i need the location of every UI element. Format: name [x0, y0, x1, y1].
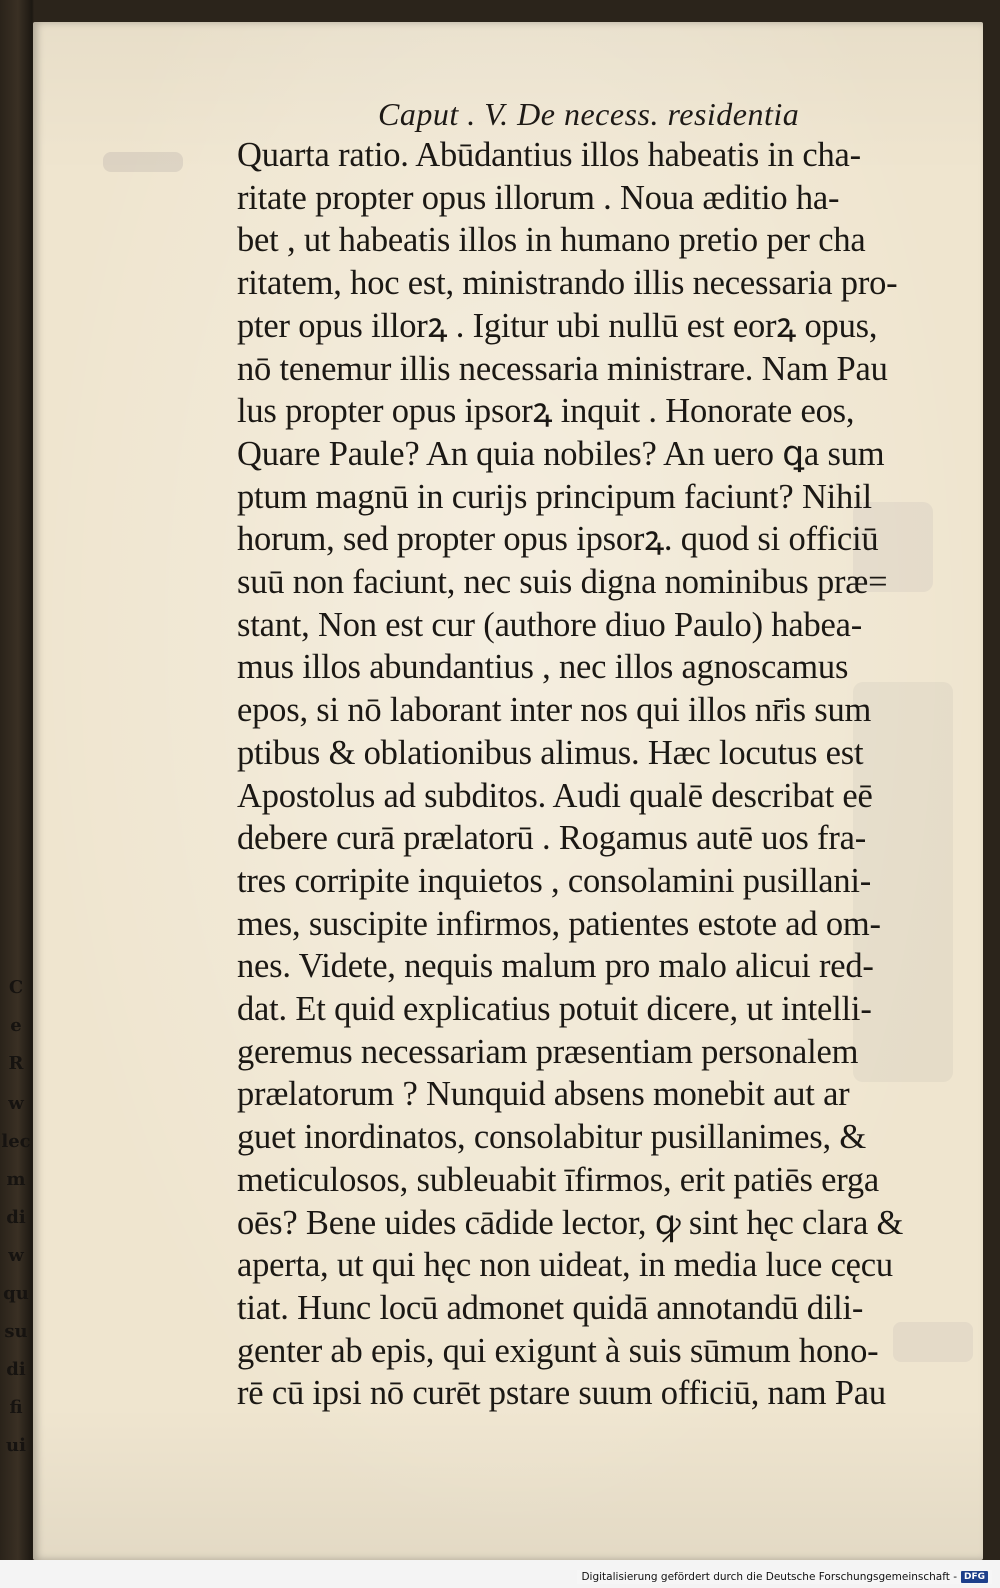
show-through-mark — [103, 152, 183, 172]
text-line: nō tenemur illis necessaria ministrare. Nam Pau — [237, 349, 888, 388]
text-line: tiat. Hunc locū admonet quidā annotandū dili- — [237, 1288, 864, 1327]
facing-page-fragment: w — [8, 1093, 24, 1114]
text-line: geremus necessariam præsentiam personalem — [237, 1032, 859, 1071]
text-line: rē cū ipsi nō curēt pstare suum officiū, nam Pau — [237, 1374, 886, 1413]
dfg-logo: DFG — [961, 1571, 988, 1583]
text-line: horum, sed propter opus ipsorꝝ. quod si officiū — [237, 520, 879, 559]
text-line: tres corripite inquietos , consolamini pusillani- — [237, 861, 872, 900]
text-line: debere curā prælatorū . Rogamus autē uos fra- — [237, 819, 867, 858]
text-line: guet inordinatos, consolabitur pusillanimes, & — [237, 1118, 866, 1157]
text-line: pter opus illorꝝ . Igitur ubi nullū est eorꝝ opus, — [237, 306, 878, 345]
text-line: aperta, ut qui hęc non uideat, in media luce cęcu — [237, 1246, 893, 1285]
text-line: ritatem, hoc est, ministrando illis necessaria pro- — [237, 264, 898, 303]
text-line: ritate propter opus illorum . Noua æditio ha- — [237, 178, 840, 217]
facing-page-fragment: su — [4, 1321, 28, 1342]
facing-page-fragment: qu — [3, 1283, 29, 1304]
text-line: dat. Et quid explicatius potuit dicere, ut intelli- — [237, 990, 872, 1029]
text-line: genter ab epis, qui exigunt à suis sūmum hono- — [237, 1331, 879, 1370]
text-line: ptum magnū in curijs principum faciunt? Nihil — [237, 477, 872, 516]
facing-page-fragment: di — [6, 1207, 26, 1228]
text-line: meticulosos, subleuabit īfirmos, erit patiēs erga — [237, 1160, 880, 1199]
text-line: suū non faciunt, nec suis digna nominibus præ= — [237, 563, 888, 602]
facing-page-fragment: R — [8, 1053, 24, 1074]
facing-page-fragment: ui — [6, 1435, 26, 1456]
body-text — [237, 134, 927, 1415]
facing-page-fragment: lec — [1, 1131, 31, 1152]
facing-page-fragment: C — [8, 977, 24, 998]
text-line: Quarta ratio. Abūdantius illos habeatis in cha- — [237, 136, 861, 174]
funding-credit — [577, 1570, 992, 1584]
text-line: lus propter opus ipsorꝝ inquit . Honorate eos, — [237, 392, 855, 431]
facing-page-fragment: w — [8, 1245, 24, 1266]
text-line: bet , ut habeatis illos in humano pretio per cha — [237, 221, 866, 260]
text-line: ptibus & oblationibus alimus. Hæc locutus est — [237, 733, 864, 772]
text-line: nes. Videte, nequis malum pro malo alicui red- — [237, 947, 874, 986]
text-line: stant, Non est cur (authore diuo Paulo) habea- — [237, 605, 863, 644]
text-line: prælatorum ? Nunquid absens monebit aut ar — [237, 1075, 850, 1114]
facing-page-fragment: di — [6, 1359, 26, 1380]
facing-page-fragment: m — [6, 1169, 26, 1190]
running-head: Caput . V. De necess. residentia — [378, 96, 800, 132]
text-line: Quare Paule? An quia nobiles? An uero ꝗa sum — [237, 434, 885, 473]
funding-credit-text: Digitalisierung gefördert durch die Deutsche Forschungsgemeinschaft - — [581, 1571, 957, 1583]
facing-page-fragment: e — [10, 1015, 22, 1036]
text-line: oēs? Bene uides cādide lector, ꝙ sint hęc clara & — [237, 1203, 904, 1242]
text-line: mus illos abundantius , nec illos agnoscamus — [237, 648, 849, 687]
facing-page-fragment: fi — [9, 1397, 23, 1418]
text-line: epos, si nō laborant inter nos qui illos nr̄is sum — [237, 691, 872, 730]
text-line: mes, suscipite infirmos, patientes estote ad om- — [237, 904, 881, 943]
text-line: Apostolus ad subditos. Audi qualē describat eē — [237, 776, 873, 815]
